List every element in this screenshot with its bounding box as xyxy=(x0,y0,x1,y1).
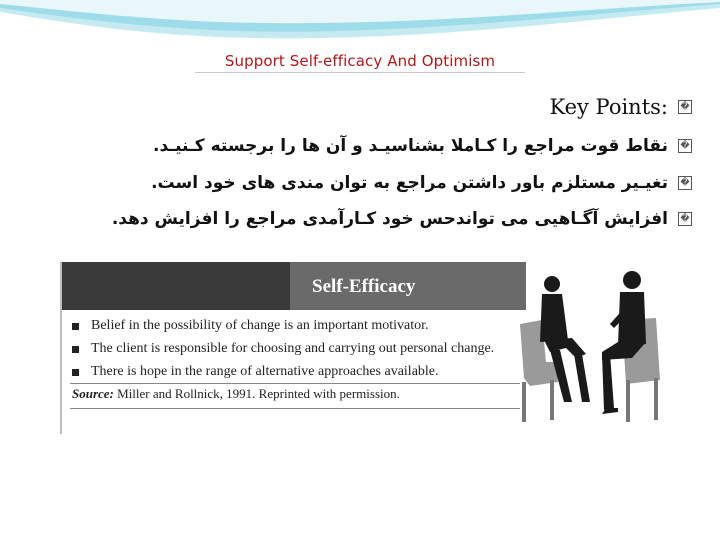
figure-divider xyxy=(70,383,520,384)
figure-list-item xyxy=(72,341,494,357)
figure-header xyxy=(62,262,526,310)
figure-item-text: There is hope in the range of alternative approaches available. xyxy=(91,364,439,379)
slide-title: Support Self-efficacy And Optimism xyxy=(224,52,496,70)
bullet-item xyxy=(12,170,692,196)
bullet-marker-icon: � xyxy=(678,100,692,114)
source-label: Source: xyxy=(72,386,114,401)
figure-list-item xyxy=(72,364,439,380)
bullet-text: Key Points: xyxy=(549,95,668,119)
figure-source xyxy=(72,386,400,402)
bullet-item xyxy=(12,133,692,159)
bullet-marker-icon: � xyxy=(678,139,692,153)
source-text: Miller and Rollnick, 1991. Reprinted with permission. xyxy=(117,386,400,401)
figure-header-dark-band xyxy=(62,262,290,310)
bullet-marker-icon: � xyxy=(678,176,692,190)
bullet-marker-icon: � xyxy=(678,212,692,226)
self-efficacy-figure xyxy=(60,262,526,434)
counseling-session-illustration xyxy=(510,262,670,432)
square-bullet-icon xyxy=(72,369,79,376)
figure-list-item xyxy=(72,318,429,334)
bullet-item-key-points xyxy=(549,94,692,120)
figure-title: Self-Efficacy xyxy=(312,276,416,297)
bullet-text: افزایش آگـاهیی می تواندحس خود کـارآمدی مراجع را افزایش دهد. xyxy=(111,209,668,229)
bullet-text: تغیـیر مستلزم باور داشتن مراجع به توان مندی های خود است. xyxy=(151,173,668,193)
square-bullet-icon xyxy=(72,323,79,330)
square-bullet-icon xyxy=(72,346,79,353)
bullet-item xyxy=(52,206,692,232)
figure-item-text: The client is responsible for choosing and carrying out personal change. xyxy=(91,341,495,356)
figure-bottom-rule xyxy=(70,408,520,409)
figure-item-text: Belief in the possibility of change is an important motivator. xyxy=(91,318,429,333)
bullet-text: نقاط قوت مراجع را کـاملا بشناسیـد و آن ها را برجسته کـنیـد. xyxy=(153,136,668,156)
